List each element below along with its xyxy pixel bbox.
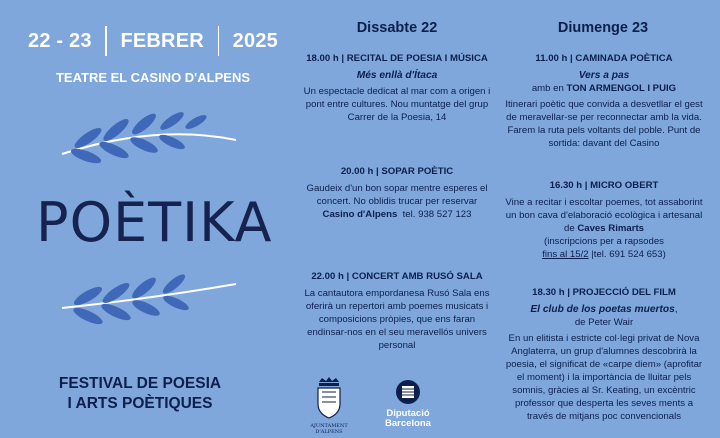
event-guide <box>503 82 705 95</box>
event-subtitle: Vers a pas <box>578 70 630 81</box>
event-heading: 11.00 h | CAMINADA POÈTICA <box>535 53 673 64</box>
film-director: de Peter Wair <box>574 317 634 328</box>
date-row <box>28 26 278 56</box>
event-guide-name: TON ARMENGOL I PUIG <box>566 83 677 94</box>
event-dinner <box>298 165 496 221</box>
festival-subtitle <box>40 374 240 414</box>
event-recital <box>298 52 496 124</box>
event-poetic-walk <box>503 52 705 150</box>
date-days: 22 - 23 <box>28 29 92 52</box>
diputacio-logo <box>380 378 436 432</box>
town-council-name: AJUNTAMENT D'ALPENS <box>310 423 348 435</box>
event-subtitle: El club de los poetas muertos, <box>530 304 678 315</box>
event-description <box>503 196 705 261</box>
date-divider <box>105 26 107 56</box>
event-subtitle: Més enllà d'Ítaca <box>356 70 438 81</box>
date-month: FEBRER <box>120 29 204 52</box>
event-guide-prefix: amb en <box>531 83 564 94</box>
event-heading: 18.00 h | RECITAL DE POESIA I MÚSICA <box>306 53 488 64</box>
festival-subtitle-line-1: FESTIVAL DE POESIA <box>58 375 222 392</box>
event-phone: |tel. 691 524 653) <box>591 249 666 260</box>
event-film <box>503 286 705 423</box>
event-deadline: fins al 15/2 <box>542 249 589 260</box>
event-description: La cantautora empordanesa Rusó Sala ens oferirà un repertori amb poemes musicats i composicions pròpies, que ens faran endinsar-nos en el seu meravellós univers personal <box>304 288 490 351</box>
event-description-text: Gaudeix d'un bon sopar mentre esperes el concert. No oblidis trucar per reservar <box>306 183 488 207</box>
event-heading: 16.30 h | MICRO OBERT <box>549 180 659 191</box>
event-heading: 20.00 h | SOPAR POÈTIC <box>340 166 454 177</box>
event-place: Casino d'Alpens <box>322 209 398 220</box>
event-note: (inscripcions per a rapsodes <box>544 236 664 247</box>
day-heading-saturday: Dissabte 22 <box>356 20 438 36</box>
event-description: Itinerari poètic que convida a desvetllar el gest de meravellar-se per reconnectar amb la vida. Farem la ruta pels voltants del poble. Punt de sortida: davant del Casino <box>505 99 703 149</box>
festival-subtitle-line-2: I ARTS POÈTIQUES <box>67 395 213 412</box>
event-heading: 18.30 h | PROJECCIÓ DEL FILM <box>532 287 676 298</box>
diputacio-emblem-icon <box>380 378 436 408</box>
town-crest-icon <box>302 376 356 422</box>
event-description: Un espectacle dedicat al mar com a origen i pont entre cultures. Nou muntatge del grup Carrer de la Poesia, 14 <box>303 86 491 123</box>
laurel-branch-top-icon <box>58 106 238 166</box>
event-phone: tel. 938 527 123 <box>402 209 472 220</box>
diputacio-line-1: Diputació <box>386 408 430 419</box>
date-divider <box>218 26 220 56</box>
event-place: Caves Rimarts <box>577 223 644 234</box>
event-heading: 22.00 h | CONCERT AMB RUSÓ SALA <box>311 271 483 282</box>
event-description-text: Vine a recitar i escoltar poemes, tot assaborint un bon cava d'elaboració ecològica i artesanal de <box>505 197 703 234</box>
film-title: El club de los poetas muertos <box>530 304 675 315</box>
laurel-branch-bottom-icon <box>58 266 238 326</box>
event-open-mic <box>503 179 705 261</box>
date-year: 2025 <box>232 29 278 52</box>
event-description <box>298 182 496 221</box>
town-council-logo <box>302 376 356 435</box>
diputacio-line-2: Barcelona <box>385 418 431 429</box>
venue-name: TEATRE EL CASINO D'ALPENS <box>55 70 251 85</box>
event-description: En un elitista i estricte col·legi privat de Nova Anglaterra, un grup d'alumnes descobrirà la poesia, el significat de «carpe diem» (aprofitar el moment) i la importància de lluitar pels somnis, gràcies al Sr. Keating, un excèntric professor que desperta les seves ments a través de mitjans poc convencionals <box>505 333 703 422</box>
day-heading-sunday: Diumenge 23 <box>557 20 649 36</box>
event-concert <box>298 270 496 352</box>
diputacio-name <box>380 409 436 429</box>
festival-title: POÈTIKA <box>36 191 273 254</box>
